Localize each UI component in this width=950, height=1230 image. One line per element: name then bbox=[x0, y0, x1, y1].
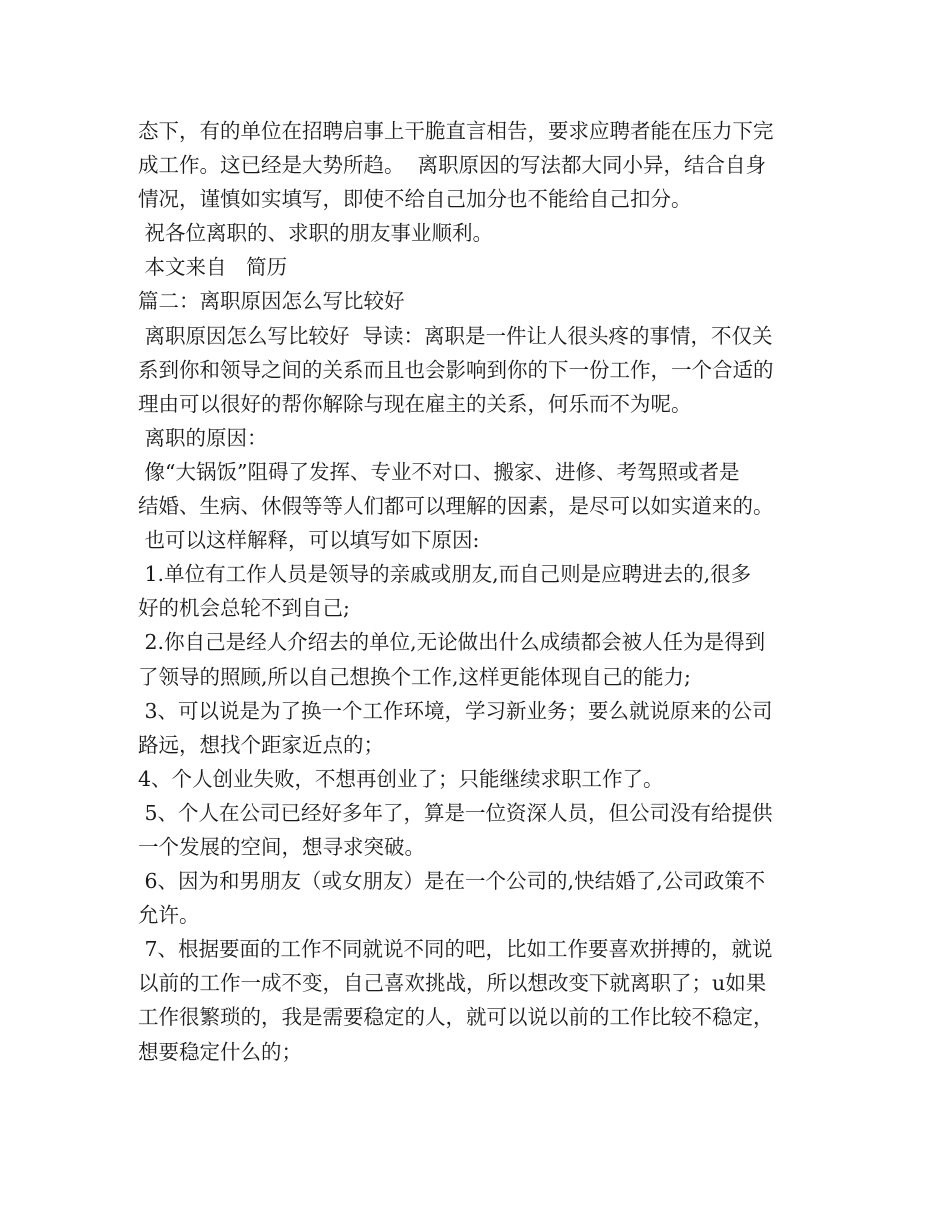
list-item: 2.你自己是经人介绍去的单位,无论做出什么成绩都会被人任为是得到 bbox=[138, 630, 766, 655]
text-line: 成工作。这已经是大势所趋。 离职原因的写法都大同小异，结合自身 bbox=[138, 153, 767, 178]
document-body bbox=[138, 114, 818, 1069]
list-item: 7、根据要面的工作不同就说不同的吧，比如工作要喜欢拼搏的，就说 bbox=[138, 937, 773, 962]
text-line: 结婚、生病、休假等等人们都可以理解的因素，是尽可以如实道来的。 bbox=[138, 494, 774, 519]
text-line: 像“大锅饭”阻碍了发挥、专业不对口、搬家、进修、考驾照或者是 bbox=[138, 459, 740, 484]
text-line: 离职原因怎么写比较好 导读：离职是一件让人很头疼的事情，不仅关 bbox=[138, 323, 773, 348]
list-item: 1.单位有工作人员是领导的亲戚或朋友,而自己则是应聘进去的,很多 bbox=[138, 562, 752, 587]
section-heading: 篇二：离职原因怎么写比较好 bbox=[138, 289, 405, 314]
list-item: 了领导的照顾,所以自己想换个工作,这样更能体现自己的能力; bbox=[138, 664, 691, 689]
list-item: 一个发展的空间，想寻求突破。 bbox=[138, 834, 425, 859]
text-line: 离职的原因： bbox=[138, 425, 268, 450]
text-line: 情况，谨慎如实填写，即使不给自己加分也不能给自己扣分。 bbox=[138, 187, 692, 212]
list-item: 6、因为和男朋友（或女朋友）是在一个公司的,快结婚了,公司政策不 bbox=[138, 869, 766, 894]
text-line: 祝各位离职的、求职的朋友事业顺利。 bbox=[138, 221, 494, 246]
list-item: 工作很繁琐的，我是需要稳定的人，就可以说以前的工作比较不稳定， bbox=[138, 1005, 774, 1030]
list-item: 4、个人创业失败，不想再创业了；只能继续求职工作了。 bbox=[138, 766, 664, 791]
text-line: 也可以这样解释，可以填写如下原因: bbox=[138, 528, 480, 553]
list-item: 想要稳定什么的； bbox=[138, 1039, 302, 1064]
text-line: 态下，有的单位在招聘启事上干脆直言相告，要求应聘者能在压力下完 bbox=[138, 119, 774, 143]
list-item: 路远，想找个距家近点的； bbox=[138, 732, 384, 757]
list-item: 好的机会总轮不到自己; bbox=[138, 596, 350, 621]
text-line: 系到你和领导之间的关系而且也会影响到你的下一份工作，一个合适的 bbox=[138, 357, 774, 382]
text-line: 本文来自 简历 bbox=[138, 255, 288, 280]
text-line: 理由可以很好的帮你解除与现在雇主的关系，何乐而不为呢。 bbox=[138, 391, 692, 416]
list-item: 5、个人在公司已经好多年了，算是一位资深人员，但公司没有给提供 bbox=[138, 800, 773, 825]
list-item: 3、可以说是为了换一个工作环境，学习新业务；要么就说原来的公司 bbox=[138, 698, 773, 723]
list-item: 允许。 bbox=[138, 903, 200, 928]
list-item: 以前的工作一成不变，自己喜欢挑战，所以想改变下就离职了；u如果 bbox=[138, 971, 767, 996]
